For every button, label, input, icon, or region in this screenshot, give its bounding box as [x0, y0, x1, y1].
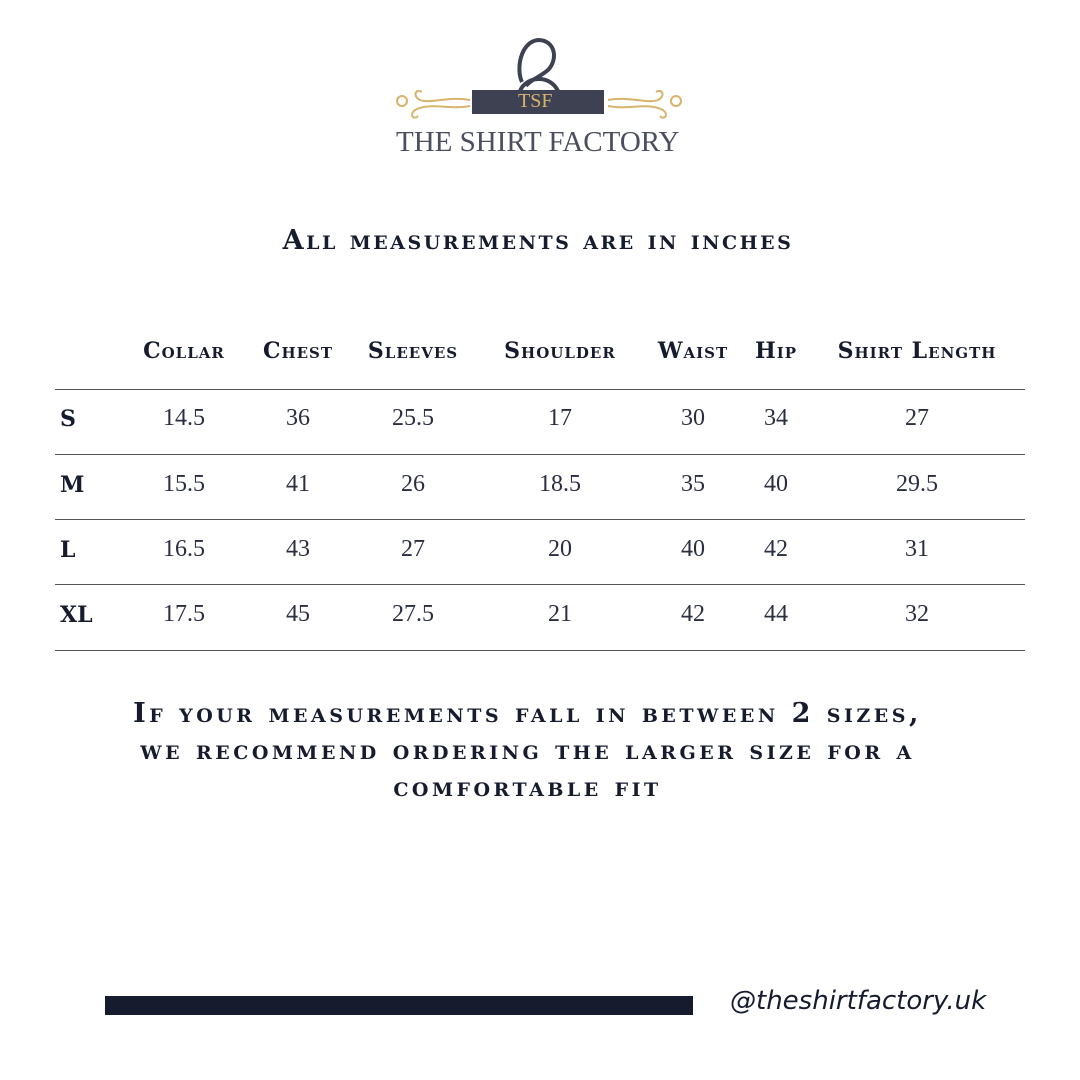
brand-logo — [380, 30, 700, 170]
logo-brand-name: THE SHIRT FACTORY — [396, 126, 680, 158]
logo-monogram: TSF — [518, 90, 553, 112]
size-label: M — [60, 472, 85, 498]
table-cell: 27 — [905, 405, 929, 431]
table-cell: 17.5 — [163, 601, 205, 627]
table-cell: 20 — [548, 536, 572, 562]
table-cell: 29.5 — [896, 471, 938, 497]
table-cell: 40 — [681, 536, 705, 562]
column-header-sleeves: Sleeves — [367, 338, 459, 364]
sizing-recommendation — [0, 695, 1055, 806]
units-headline: All measurements are in inches — [282, 225, 794, 256]
table-cell: 21 — [548, 601, 572, 627]
row-divider — [55, 454, 1025, 455]
table-cell: 25.5 — [392, 405, 434, 431]
table-cell: 17 — [548, 405, 572, 431]
row-divider — [55, 650, 1025, 651]
table-cell: 45 — [286, 601, 310, 627]
size-label: L — [60, 537, 76, 563]
column-header-collar: Collar — [143, 338, 225, 364]
table-cell: 15.5 — [163, 471, 205, 497]
note-line: comfortable fit — [393, 772, 662, 803]
table-cell: 16.5 — [163, 536, 205, 562]
table-cell: 14.5 — [163, 405, 205, 431]
note-line: we recommend ordering the larger size for a — [140, 735, 915, 766]
table-cell: 42 — [681, 601, 705, 627]
table-cell: 34 — [764, 405, 788, 431]
table-cell: 32 — [905, 601, 929, 627]
column-header-hip: Hip — [754, 338, 798, 364]
column-header-waist: Waist — [657, 338, 729, 364]
size-label: XL — [60, 602, 93, 628]
table-cell: 43 — [286, 536, 310, 562]
table-cell: 31 — [905, 536, 929, 562]
footer-bar — [105, 996, 693, 1015]
social-handle: @theshirtfactory.uk — [730, 986, 987, 1016]
column-header-shirt-length: Shirt Length — [837, 338, 997, 364]
table-cell: 27 — [401, 536, 425, 562]
table-cell: 44 — [764, 601, 788, 627]
table-cell: 36 — [286, 405, 310, 431]
row-divider — [55, 584, 1025, 585]
column-header-shoulder: Shoulder — [504, 338, 616, 364]
table-cell: 26 — [401, 471, 425, 497]
table-cell: 42 — [764, 536, 788, 562]
table-cell: 30 — [681, 405, 705, 431]
size-label: S — [60, 406, 76, 432]
row-divider — [55, 519, 1025, 520]
table-cell: 18.5 — [539, 471, 581, 497]
column-header-chest: Chest — [262, 338, 334, 364]
table-cell: 41 — [286, 471, 310, 497]
note-line: If your measurements fall in between 2 sizes, — [133, 698, 922, 729]
row-divider — [55, 389, 1025, 390]
table-cell: 35 — [681, 471, 705, 497]
table-cell: 40 — [764, 471, 788, 497]
table-cell: 27.5 — [392, 601, 434, 627]
